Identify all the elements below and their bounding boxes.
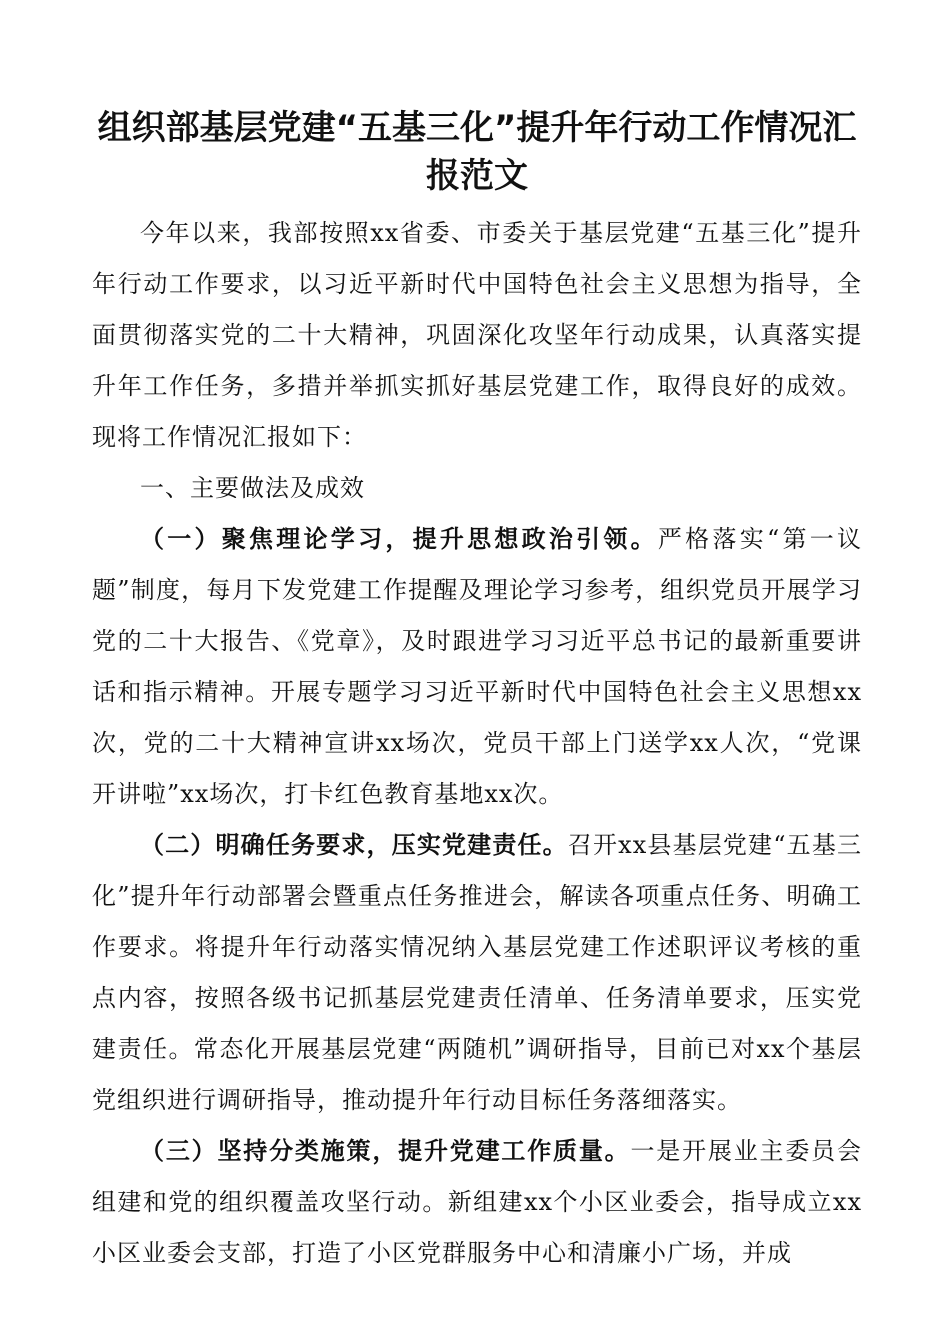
item-paragraph-2: [92, 820, 862, 1126]
item-lead-3: （三）坚持分类施策，提升党建工作质量。: [140, 1137, 631, 1165]
item-lead-2: （二）明确任务要求，压实党建责任。: [140, 831, 568, 859]
item-body-2: 召开xx县基层党建“五基三化”提升年行动部署会暨重点任务推进会，解读各项重点任务、明确工作要求。将提升年行动落实情况纳入基层党建工作述职评议考核的重点内容，按照各级书记抓基层党建责任清单、任务清单要求，压实党建责任。常态化开展基层党建“两随机”调研指导，目前已对xx个基层党组织进行调研指导，推动提升年行动目标任务落细落实。: [92, 831, 862, 1114]
document-title: 组织部基层党建“五基三化”提升年行动工作情况汇报范文: [97, 108, 857, 196]
item-lead-1: （一）聚焦理论学习，提升思想政治引领。: [140, 525, 658, 553]
item-paragraph-3: [92, 1126, 862, 1279]
item-body-1: 严格落实“第一议题”制度，每月下发党建工作提醒及理论学习参考，组织党员开展学习党的二十大报告、《党章》，及时跟进学习习近平总书记的最新重要讲话和指示精神。开展专题学习习近平新时代中国特色社会主义思想xx次，党的二十大精神宣讲xx场次，党员干部上门送学xx人次，“党课开讲啦”xx场次，打卡红色教育基地xx次。: [92, 525, 862, 808]
section-heading: 一、主要做法及成效: [140, 474, 365, 502]
intro-paragraph: 今年以来，我部按照xx省委、市委关于基层党建“五基三化”提升年行动工作要求，以习近平新时代中国特色社会主义思想为指导，全面贯彻落实党的二十大精神，巩固深化攻坚年行动成果，认真落实提升年工作任务，多措并举抓实抓好基层党建工作，取得良好的成效。现将工作情况汇报如下：: [92, 219, 862, 451]
item-body-3: 一是开展业主委员会组建和党的组织覆盖攻坚行动。新组建xx个小区业委会，指导成立xx小区业委会支部，打造了小区党群服务中心和清廉小广场，并成: [92, 1137, 863, 1267]
item-paragraph-1: [92, 514, 862, 820]
